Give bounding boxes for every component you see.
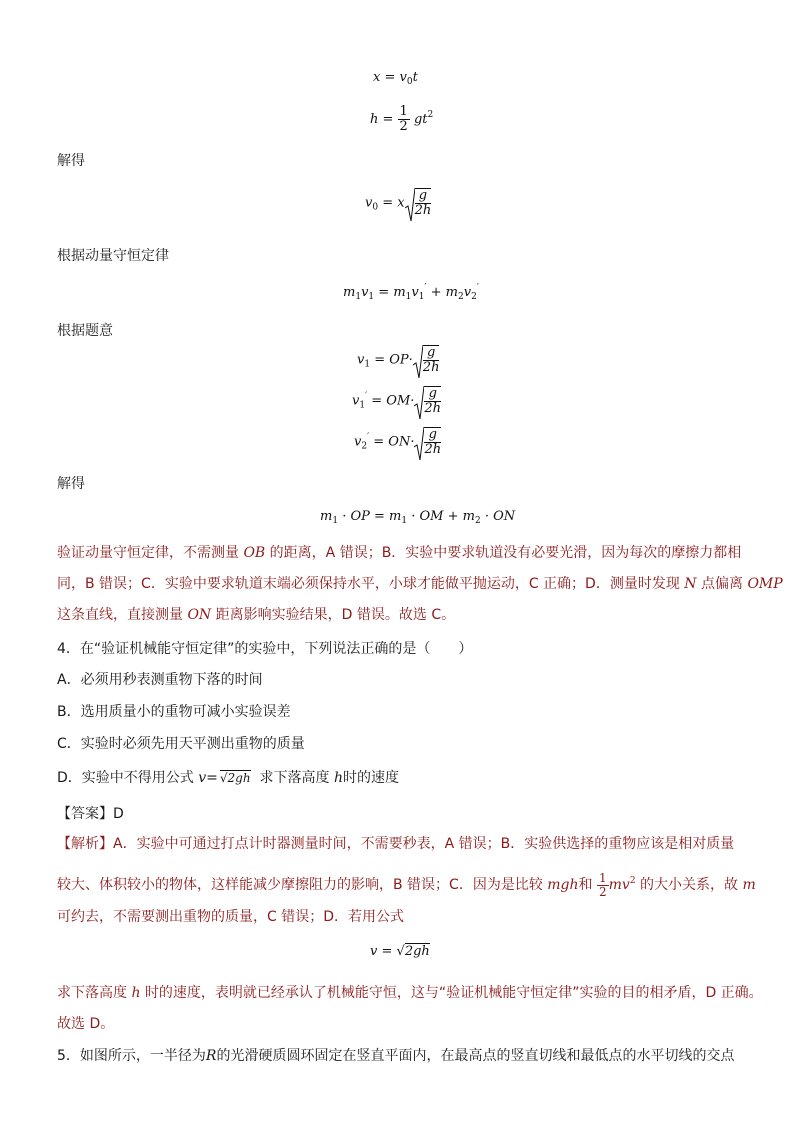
question-5-stem: 5．如图所示，一半径为R的光滑硬质圆环固定在竖直平面内，在最高点的竖直切线和最低点的水平切线的交点 <box>57 1048 735 1064</box>
equation-v1: $v_1 = OP\cdot$ $\frac{g}{2h}$ <box>357 345 439 375</box>
label-solve-1: 解得 <box>57 153 85 169</box>
question-4-option-d: D．实验中不得用公式 v= √2gh 求下落高度 h时的速度 <box>57 770 399 786</box>
question-4-answer: 【答案】D <box>57 806 124 822</box>
question-4-explanation-line4: 求下落高度 h 时的速度，表明就已经承认了机械能守恒，这与“验证机械能守恒定律”实验的目的相矛盾，D 正确。 <box>57 985 763 1001</box>
equation-free-fall-velocity: v = √2gh <box>370 944 430 959</box>
equation-result: $m_1$ · OP = $m_1$ · OM + $m_2$ · ON <box>320 509 516 526</box>
label-solve-2: 解得 <box>57 476 85 492</box>
explanation-q3-line3: 这条直线，直接测量 ON 距离影响实验结果，D 错误。故选 C。 <box>57 607 456 623</box>
question-4-option-b: B．选用质量小的重物可减小实验误差 <box>57 704 291 720</box>
equation-v1-prime: $v_1' = OM\cdot$ $\frac{g}{2h}$ <box>352 386 441 416</box>
explanation-q3-line2: 同，B 错误；C．实验中要求轨道末端必须保持水平，小球才能做平抛运动，C 正确；D．测量时发现 N 点偏离 OMP <box>57 576 783 592</box>
equation-vertical-displacement: h = $\frac{1}{2}$ $gt^2$ <box>370 104 434 134</box>
explanation-q3-line1: 验证动量守恒定律，不需测量 OB 的距离，A 错误；B．实验中要求轨道没有必要光滑，因为每次的摩擦力都相 <box>57 545 742 561</box>
question-4-explanation-line2: 较大、体积较小的物体，这样能减少摩擦阻力的影响，B 错误；C．因为是比较 mgh和 $\frac{1}{2}$ $mv^2$ 的大小关系，故 m <box>57 870 756 899</box>
equation-momentum: $m_1v_1 = m_1v_1' + m_2v_2'$ <box>343 283 479 302</box>
equation-initial-velocity: $v_0 = x$ $\frac{g}{2h}$ <box>365 188 431 218</box>
label-problem-meaning: 根据题意 <box>57 323 113 339</box>
equation-horizontal-displacement: $x = v_0t$ <box>373 70 418 87</box>
question-4-explanation-line5: 故选 D。 <box>57 1016 115 1032</box>
equation-v2-prime: $v_2' = ON\cdot$ $\frac{g}{2h}$ <box>354 427 441 457</box>
question-4-explanation-line1: 【解析】A．实验中可通过打点计时器测量时间，不需要秒表，A 错误；B．实验供选择的重物应该是相对质量 <box>57 836 735 852</box>
question-4-stem: 4．在“验证机械能守恒定律”的实验中，下列说法正确的是（ ） <box>57 641 473 657</box>
question-4-option-c: C．实验时必须先用天平测出重物的质量 <box>57 736 305 752</box>
label-momentum-conservation: 根据动量守恒定律 <box>57 248 169 264</box>
question-4-option-a: A．必须用秒表测重物下落的时间 <box>57 672 263 688</box>
question-4-explanation-line3: 可约去，不需要测出重物的质量，C 错误；D．若用公式 <box>57 909 405 925</box>
